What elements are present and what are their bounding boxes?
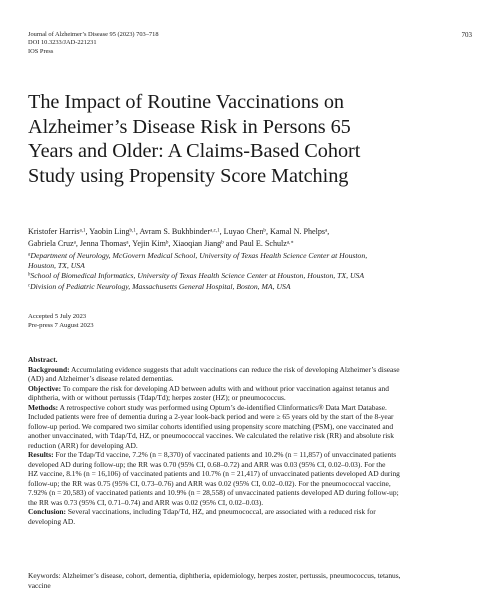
journal-citation: Journal of Alzheimer’s Disease 95 (2023) 703–718 [28, 31, 159, 38]
author-affil-marker: a,c,1 [210, 228, 220, 234]
author-name[interactable]: Kamal N. Phelps [269, 227, 326, 236]
section-label: Methods: [28, 402, 59, 412]
author-name[interactable]: Avram S. Bukhbinder [139, 227, 211, 236]
keywords [28, 571, 478, 590]
affiliation-line: Houston, TX, USA [28, 261, 85, 271]
abstract-heading: Abstract. [28, 355, 58, 364]
affiliation-line: $^a$Department of Neurology, McGovern Medical School, University of Texas Health Science Center at Houston, [28, 251, 368, 260]
author-affil-marker: b [263, 228, 266, 234]
section-label: Background: [28, 364, 70, 374]
author-name[interactable]: Yejin Kim [132, 238, 166, 248]
title-line: Years and Older: A Claims-Based Cohort [28, 140, 361, 163]
author-name[interactable]: Gabriela Cruz [28, 238, 74, 248]
section-label: Results: [28, 450, 54, 459]
section-label: Conclusion: [28, 507, 67, 516]
author-affil-marker: b [165, 239, 169, 245]
prepress-date: Pre-press 7 August 2023 [28, 322, 94, 330]
article-title [28, 90, 468, 188]
title-line: Alzheimer’s Disease Risk in Persons 65 [28, 115, 351, 138]
abstract-conclusion: Conclusion: Several vaccinations, including Tdap/Td, HZ, and pneumococcal, are associated with a reduced risk for developing AD. [28, 507, 376, 526]
doi[interactable]: DOI 10.3233/JAD-221231 [28, 39, 97, 47]
accepted-date: Accepted 5 July 2023 [28, 313, 87, 320]
author-line: Kristofer Harris$^{a,1}$, Yaobin Ling$^{b,1}$, Avram S. Bukhbinder$^{a,c,1}$, Luyao Chen$^b$, Kamal N. Phelps$^a$, [28, 227, 330, 236]
title-line: The Impact of Routine Vaccinations on [28, 91, 344, 113]
author-affil-marker: a [73, 239, 76, 245]
author-name[interactable]: Kristofer Harris [28, 227, 80, 236]
author-affil-marker: a [126, 239, 129, 245]
author-name[interactable]: Luyao Chen [223, 227, 264, 236]
author-list [28, 226, 478, 249]
abstract-results: Results: For the Tdap/Td vaccine, 7.2% (n = 8,370) of vaccinated patients and 10.2% (n = 11,857) of unvaccinated patients developed AD during follow-up; the RR was 0.70 (95% CI, 0.68–0.72) and ARR was 0.03 (95% CI, 0.02–0.03). For the HZ vaccine, 8.1% (n = 16,106) of vaccinated patients and 10.7% (n = 21,417) of unvaccinated patients developed AD during follow-up; the RR was 0.75 (95% CI, 0.73–0.76) and ARR was 0.02 (95% CI, 0.02–0.02). For the pneumococcal vaccine, 7.92% (n = 20,583) of vaccinated patients and 10.9% (n = 28,558) of unvaccinated patients developed AD during follow-up; the RR was 0.73 (95% CI, 0.71–0.74) and ARR was 0.02 (95% CI, 0.02–0.03). [28, 450, 400, 507]
affil-marker: b [28, 272, 31, 278]
affiliation-line: $^b$School of Biomedical Informatics, University of Texas Health Science Center at Houston, Houston, TX, USA [28, 271, 365, 281]
title-line: Study using Propensity Score Matching [28, 164, 349, 187]
author-name[interactable]: Paul E. Schulz [239, 238, 287, 248]
section-label: Objective: [28, 383, 62, 393]
author-line: Gabriela Cruz$^a$, Jenna Thomas$^a$, Yejin Kim$^b$, Xiaoqian Jiang$^b$ and Paul E. Schulz$^{a,∗}$ [28, 238, 294, 248]
author-name[interactable]: Jenna Thomas [79, 238, 127, 248]
publication-dates [28, 312, 94, 330]
author-affil-marker: a,∗ [286, 239, 294, 245]
author-affil-marker: a,1 [79, 228, 86, 234]
keywords-line: vaccine [28, 580, 51, 590]
publisher: IOS Press [28, 47, 54, 55]
page-number: 703 [461, 31, 472, 39]
affiliation-line: $^c$Division of Pediatric Neurology, Massachusetts General Hospital, Boston, MA, USA [28, 281, 291, 291]
author-affil-marker: a [325, 228, 328, 234]
abstract-methods: Methods: A retrospective cohort study was performed using Optum’s de-identified Clinformatics® Data Mart Database. Included patients were free of dementia during a 2-year look-back period and were ≥ 65 years old by the start of the 8-year follow-up period. We compared two similar cohorts identified using propensity score matching (PSM), one vaccinated and another unvaccinated, with Tdap/Td, HZ, or pneumococcal vaccines. We calculated the relative risk (RR) and absolute risk reduction (ARR) for developing AD. [28, 402, 394, 450]
journal-meta [28, 31, 159, 56]
author-affil-marker: b [221, 239, 224, 245]
author-affil-marker: b,1 [129, 228, 136, 234]
author-name[interactable]: Xiaoqian Jiang [172, 238, 222, 248]
abstract-background: Background: Accumulating evidence suggests that adult vaccinations can reduce the risk of developing Alzheimer’s disease (AD) and Alzheimer’s disease related dementias. [28, 364, 400, 383]
author-name[interactable]: Yaobin Ling [89, 227, 130, 236]
affiliations [28, 251, 478, 292]
abstract-objective: Objective: To compare the risk for developing AD between adults with and without prior vaccination against tetanus and diphtheria, with or without pertussis (Tdap/Td); herpes zoster (HZ); or pneumococcus. [28, 383, 389, 402]
affil-marker: c [28, 283, 31, 289]
abstract [28, 355, 478, 526]
affil-marker: a [28, 252, 31, 258]
keywords-line: Keywords: Alzheimer’s disease, cohort, dementia, diphtheria, epidemiology, herpes zoster, pertussis, pneumococcus, tetanus, [28, 571, 401, 580]
